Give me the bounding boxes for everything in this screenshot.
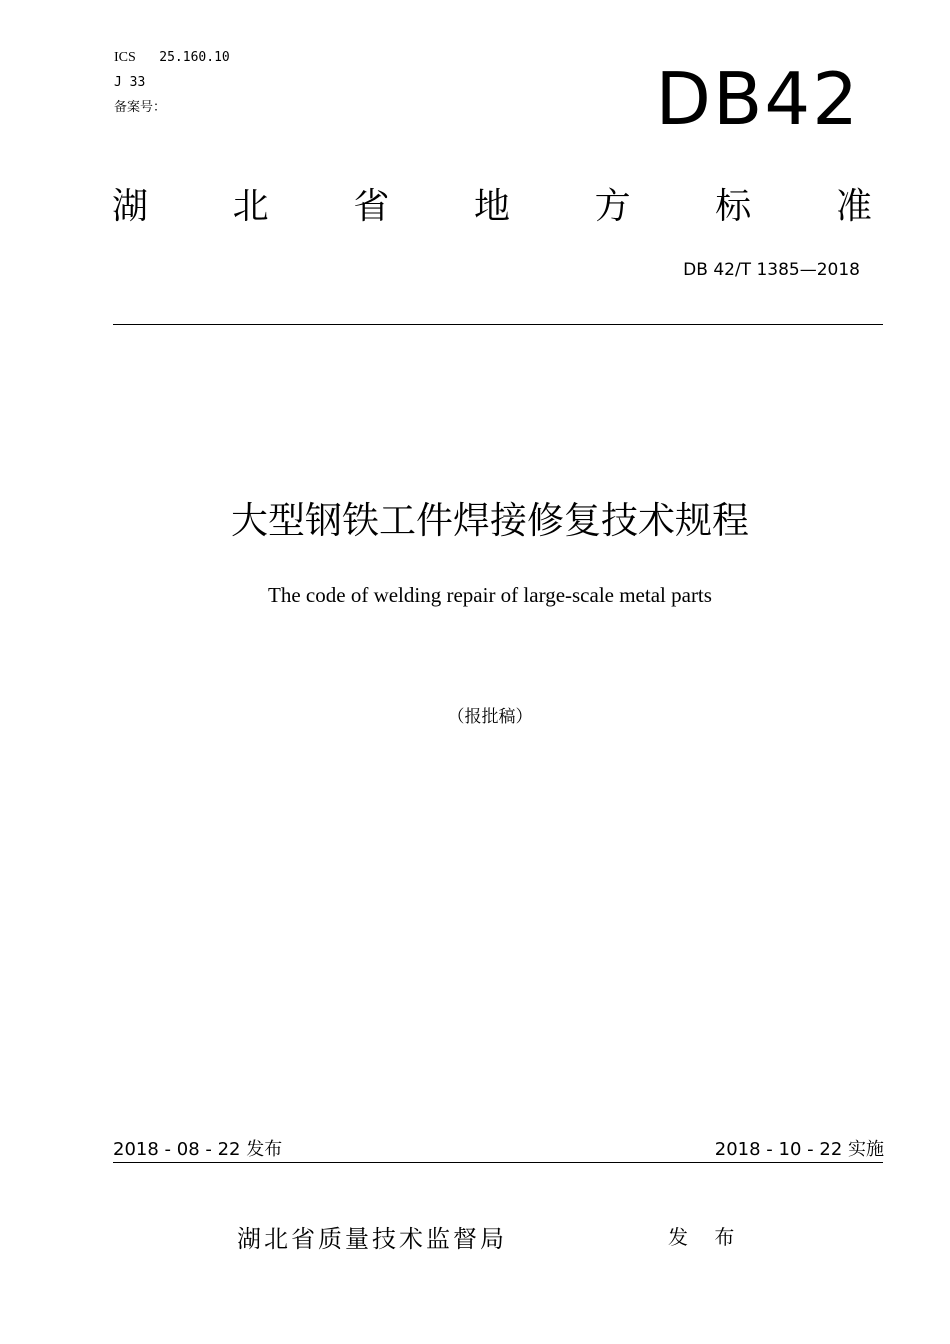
standard-type-char: 准 <box>835 186 872 227</box>
implementation-date: 2018 - 10 - 22 实施 <box>714 1139 884 1160</box>
ics-label: ICS <box>114 50 136 65</box>
document-title-english: The code of welding repair of large-scale metal parts <box>268 583 712 607</box>
standard-type-char: 标 <box>715 186 752 227</box>
publish-label: 发 布 <box>668 1225 745 1249</box>
standard-type-heading <box>112 184 872 230</box>
standard-type-char: 方 <box>594 186 631 227</box>
draft-status: （报批稿） <box>447 707 533 727</box>
standard-code: DB 42/T 1385—2018 <box>683 260 860 280</box>
publisher-name: 湖北省质量技术监督局 <box>237 1225 507 1253</box>
standard-type-char: 北 <box>232 186 269 227</box>
document-title-chinese: 大型钢铁工件焊接修复技术规程 <box>231 499 749 542</box>
ics-classification <box>114 50 230 66</box>
issue-date: 2018 - 08 - 22 发布 <box>113 1139 283 1160</box>
ccs-code: J 33 <box>114 75 146 90</box>
standard-type-char: 省 <box>353 186 390 227</box>
top-divider <box>113 324 883 325</box>
ics-number: 25.160.10 <box>159 50 230 65</box>
standard-type-char: 湖 <box>112 186 149 227</box>
db-standard-mark: DB42 <box>655 57 860 141</box>
record-number-label: 备案号： <box>114 100 167 115</box>
standard-type-char: 地 <box>473 186 510 227</box>
bottom-divider <box>113 1162 883 1163</box>
